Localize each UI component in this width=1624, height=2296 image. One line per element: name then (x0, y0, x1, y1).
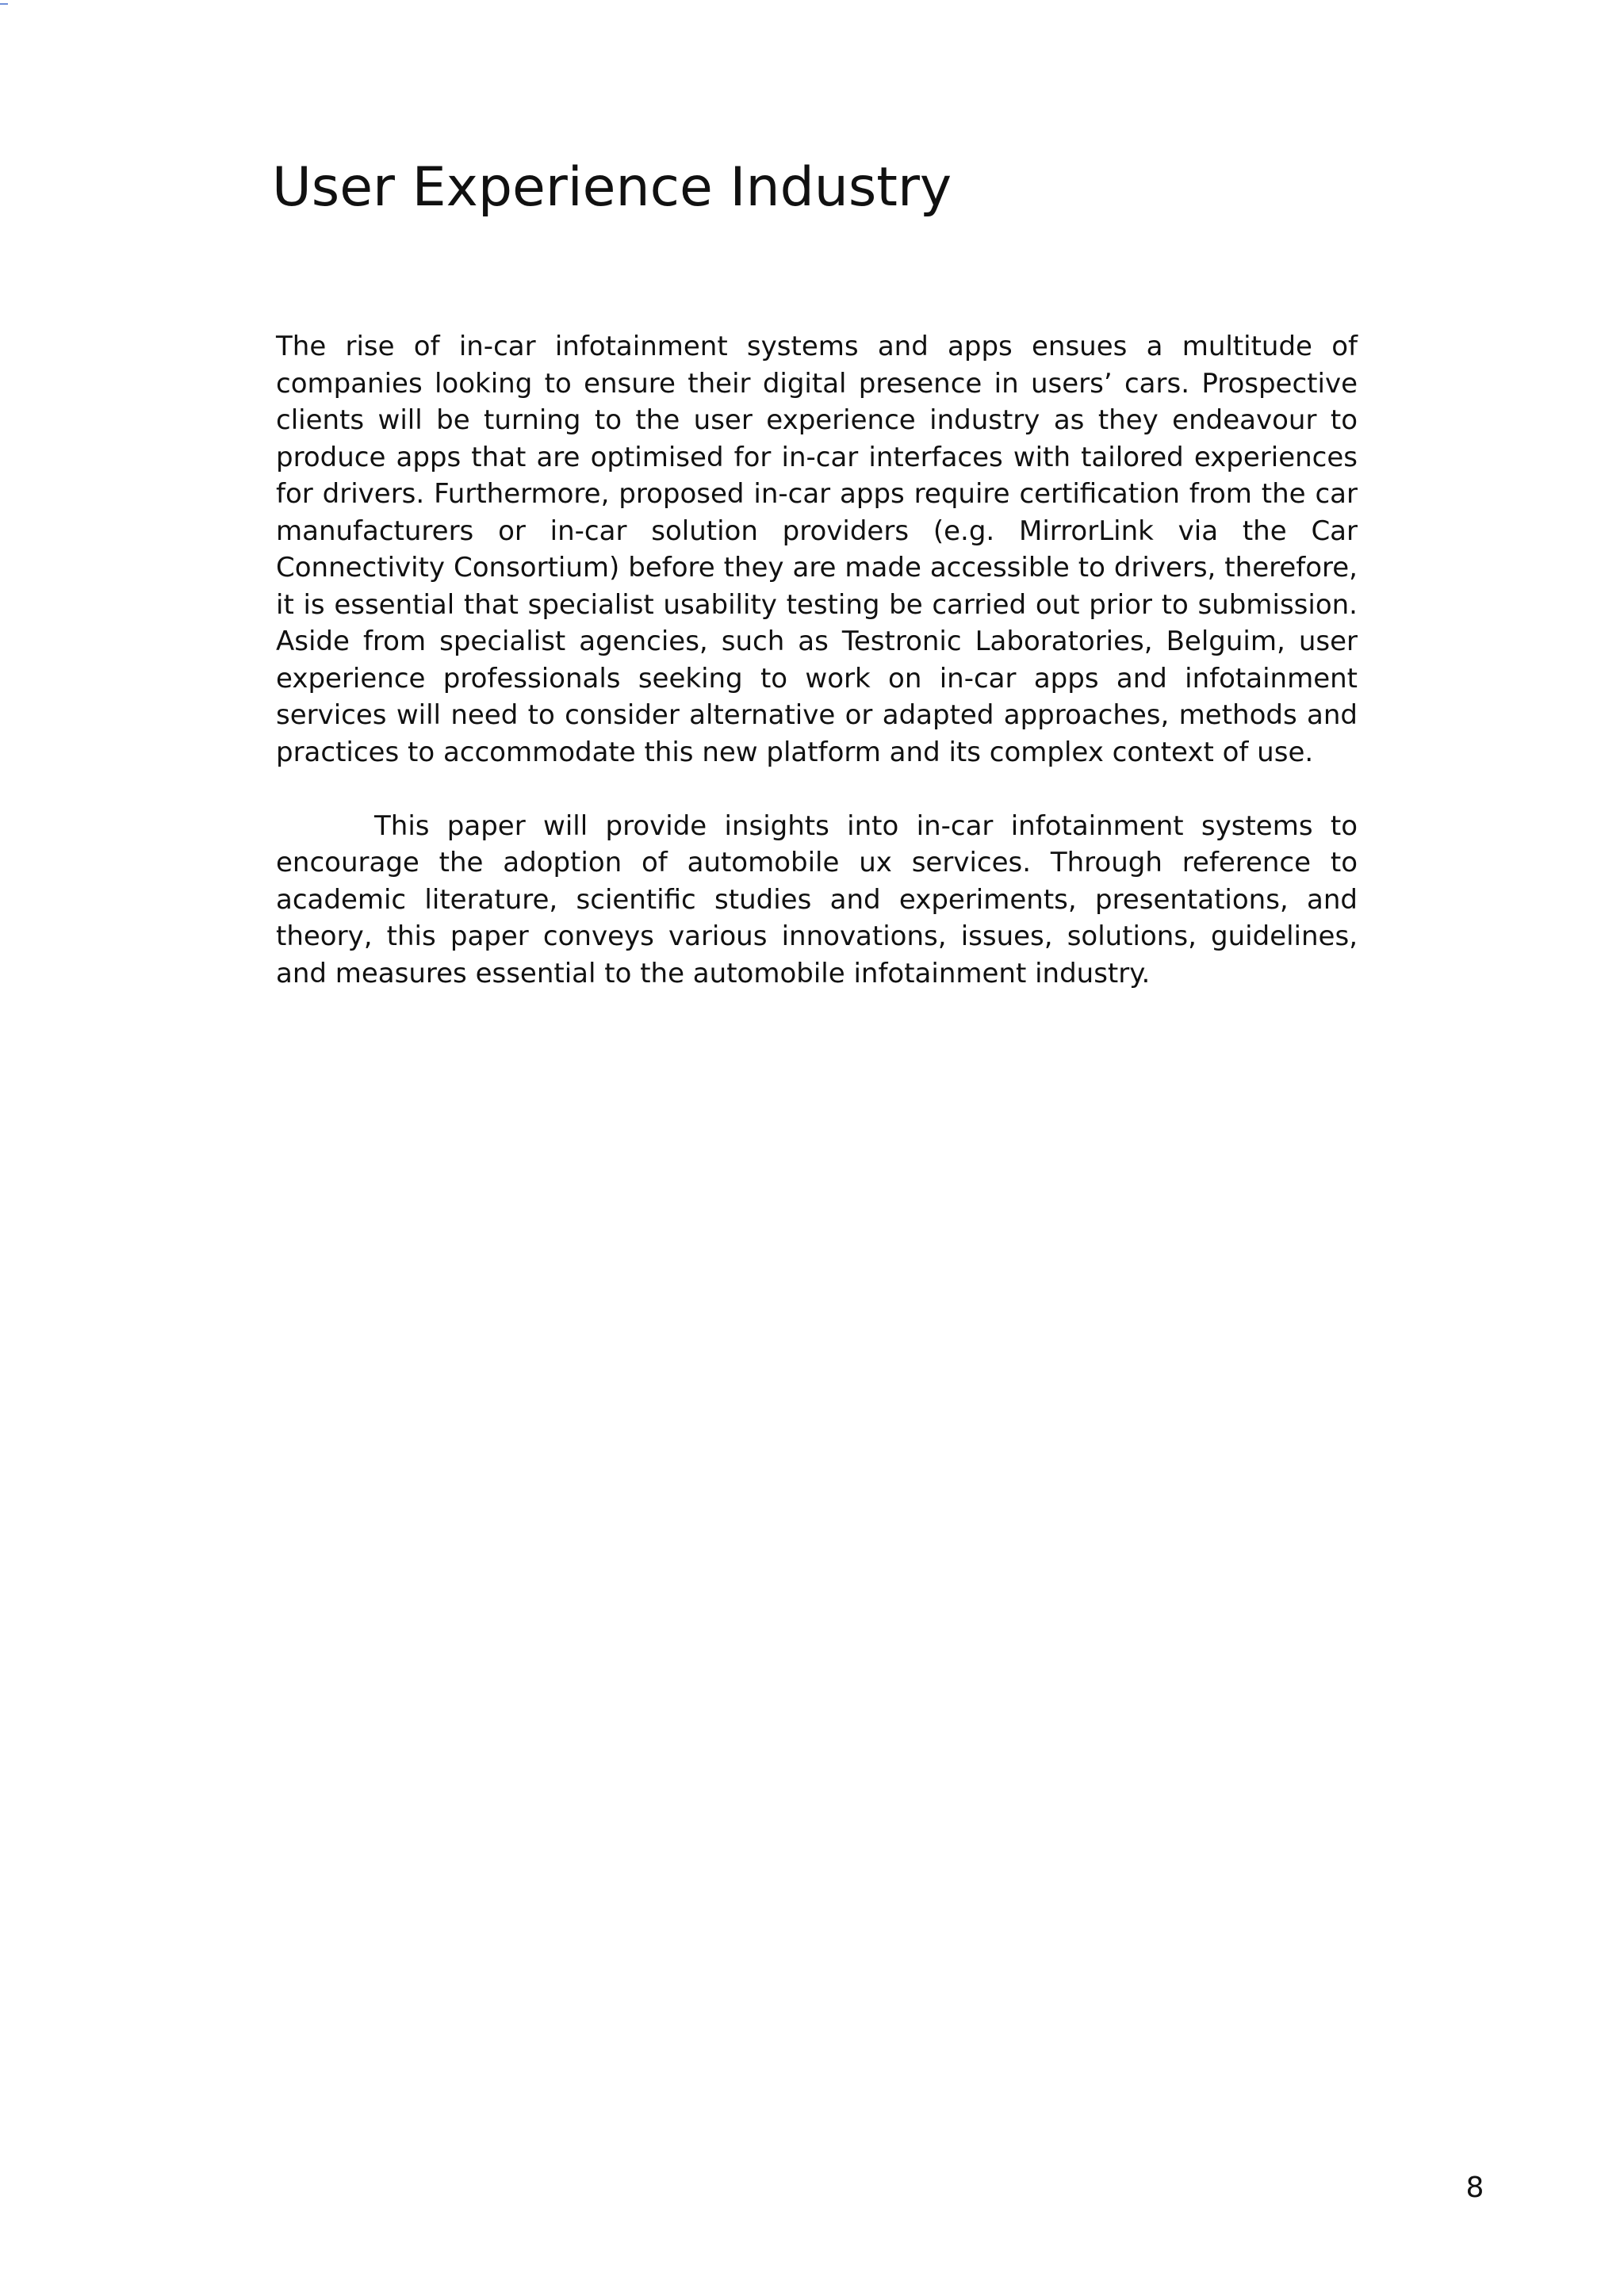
paragraph-2: This paper will provide insights into in-car infotainment systems to encourage the adoption of automobile ux services. Through reference to academic literature, scientific studies and experiments, presentations, and theory, this paper conveys various innovations, issues, solutions, guidelines, and measures essential to the automobile infotainment industry. (276, 809, 1358, 989)
page-number: 8 (1465, 2172, 1484, 2204)
page-title: User Experience Industry (272, 156, 952, 219)
paragraph-1: The rise of in-car infotainment systems and apps ensues a multitude of companies looking to ensure their digital presence in users’ cars. Prospective clients will be turning to the user experience industry as they endeavour to produce apps that are optimised for in-car interfaces with tailored experiences for drivers. Furthermore, proposed in-car apps require certification from the car manufacturers or in-car solution providers (e.g. MirrorLink via the Car Connectivity Consortium) before they are made accessible to drivers, therefore, it is essential that specialist usability testing be carried out prior to submission. Aside from specialist agencies, such as Testronic Laboratories, Belguim, user experience professionals seeking to work on in-car apps and infotainment services will need to consider alternative or adapted approaches, methods and practices to accommodate this new platform and its complex context of use. (276, 331, 1358, 768)
body-text (276, 328, 1358, 992)
corner-mark (0, 0, 8, 5)
